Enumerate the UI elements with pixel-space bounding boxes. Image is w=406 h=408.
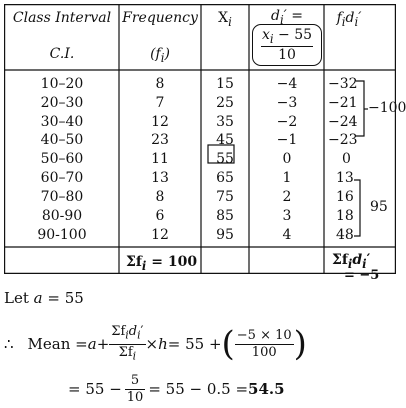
ci-cell: 60–70 (40, 170, 84, 186)
header-class-interval: Class Interval (12, 10, 112, 26)
sum-frequency: $\Sigma f_i = 100$ (126, 254, 198, 273)
d-cell: −4 (276, 76, 298, 92)
right-paren: ) (293, 324, 307, 364)
fd-cell: 48 (336, 227, 354, 243)
five-tenths-fraction: $\frac{5}{10}$ (126, 372, 144, 405)
pos-group-bracket (354, 180, 360, 236)
f-cell: 12 (151, 227, 169, 243)
mean-label: Mean = (27, 335, 88, 353)
ci-cell: 20–30 (40, 95, 84, 111)
di-formula-box (252, 24, 322, 66)
x-cell: 75 (216, 189, 234, 205)
d-cell: −2 (276, 114, 298, 130)
header-xi: $X_i$ (218, 10, 232, 29)
left-paren: ( (221, 324, 235, 364)
positive-group-sum: 95 (370, 199, 388, 215)
f-cell: 23 (151, 132, 169, 148)
class-width-var: h (158, 335, 168, 353)
d-cell: 1 (282, 170, 292, 186)
fd-cell: −24 (328, 114, 358, 130)
sum-fidi-value: = −5 (344, 268, 380, 283)
fd-cell: 0 (342, 151, 351, 167)
sum-ratio-fraction: $\Sigma f_id_i'$ $\Sigma f_i$ (111, 323, 144, 363)
assumed-mean-var: a (87, 335, 97, 353)
d-cell: 0 (282, 151, 292, 167)
header-di: $d_i'$ = (270, 8, 304, 27)
x-cell: 15 (216, 76, 234, 92)
mean-result: 54.5 (248, 380, 285, 398)
result-prefix: = 55 − (68, 380, 122, 398)
header-fidi: $f_id_i'$ (336, 10, 362, 29)
let-statement: Let a = 55 (4, 289, 84, 307)
negative-group-sum: −100 (368, 100, 406, 116)
equals-55-plus: = 55 + (167, 335, 222, 353)
d-cell: 3 (282, 208, 292, 224)
fd-cell: −21 (328, 95, 358, 111)
fd-cell: 18 (336, 208, 354, 224)
ci-cell: 10–20 (40, 76, 84, 92)
fd-cell: 13 (336, 170, 354, 186)
x-cell: 85 (216, 208, 234, 224)
x-cell: 25 (216, 95, 234, 111)
mean-result-line (68, 370, 285, 408)
x-cell: 95 (216, 227, 234, 243)
f-cell: 6 (155, 208, 165, 224)
ci-cell: 70–80 (40, 189, 84, 205)
di-denominator: 10 (278, 47, 296, 63)
d-cell: 4 (282, 227, 292, 243)
x-cell: 35 (216, 114, 234, 130)
ci-cell: 30–40 (40, 114, 84, 130)
header-frequency: Frequency (122, 10, 198, 26)
x-cell: 45 (216, 132, 234, 148)
frequency-table (4, 4, 406, 283)
f-cell: 8 (155, 76, 165, 92)
ci-cell: 40–50 (40, 132, 84, 148)
header-fi: $(f_i)$ (150, 46, 170, 65)
fd-cell: −23 (328, 132, 358, 148)
mean-formula (4, 322, 307, 366)
fd-cell: 16 (336, 189, 354, 205)
f-cell: 13 (151, 170, 169, 186)
d-cell: −1 (276, 132, 298, 148)
plus-sign: + (96, 335, 110, 353)
sum-fidi: $\Sigma f_id_i'$ (332, 252, 371, 271)
result-middle: = 55 − 0.5 = (148, 380, 249, 398)
f-cell: 12 (151, 114, 169, 130)
f-cell: 7 (155, 95, 165, 111)
ci-cell: 80-90 (41, 208, 83, 224)
x-cell: 55 (216, 151, 234, 167)
header-ci-abbrev: C.I. (49, 46, 75, 62)
correction-fraction: −5 × 10 100 (236, 327, 292, 360)
d-cell: 2 (282, 189, 292, 205)
ci-cell: 50–60 (40, 151, 84, 167)
di-numerator: $x_i - 55$ (261, 27, 313, 46)
x-cell: 65 (216, 170, 234, 186)
d-cell: −3 (276, 95, 298, 111)
f-cell: 11 (151, 151, 169, 167)
times-sign: × (145, 335, 159, 353)
f-cell: 8 (155, 189, 165, 205)
therefore-symbol: ∴ (4, 335, 14, 353)
ci-cell: 90-100 (37, 227, 87, 243)
fd-cell: −32 (328, 76, 358, 92)
